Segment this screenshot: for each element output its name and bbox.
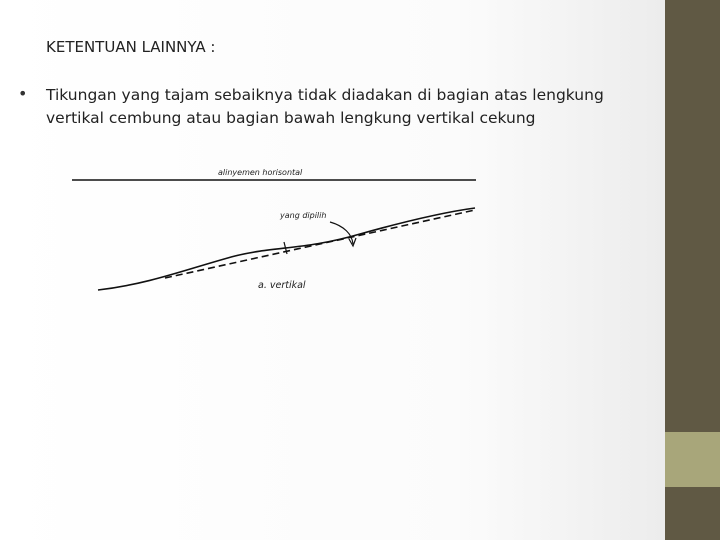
- bullet-text: Tikungan yang tajam sebaiknya tidak diadakan di bagian atas lengkung vertikal cembung atau bagian bawah lengkung vertikal cekung: [46, 86, 604, 127]
- alignment-diagram-svg: [60, 138, 490, 306]
- chosen-line-label: yang dipilih: [280, 211, 327, 220]
- slide-title: KETENTUAN LAINNYA :: [46, 38, 216, 56]
- alignment-diagram: [60, 138, 490, 306]
- bullet-dot-icon: •: [18, 84, 28, 103]
- vertical-alignment-label: a. vertikal: [258, 280, 306, 291]
- sidebar-accent-block: [665, 432, 720, 487]
- horizontal-alignment-label: alinyemen horisontal: [218, 168, 303, 177]
- vertical-alignment-curve: [98, 208, 475, 290]
- bullet-item: [18, 84, 638, 130]
